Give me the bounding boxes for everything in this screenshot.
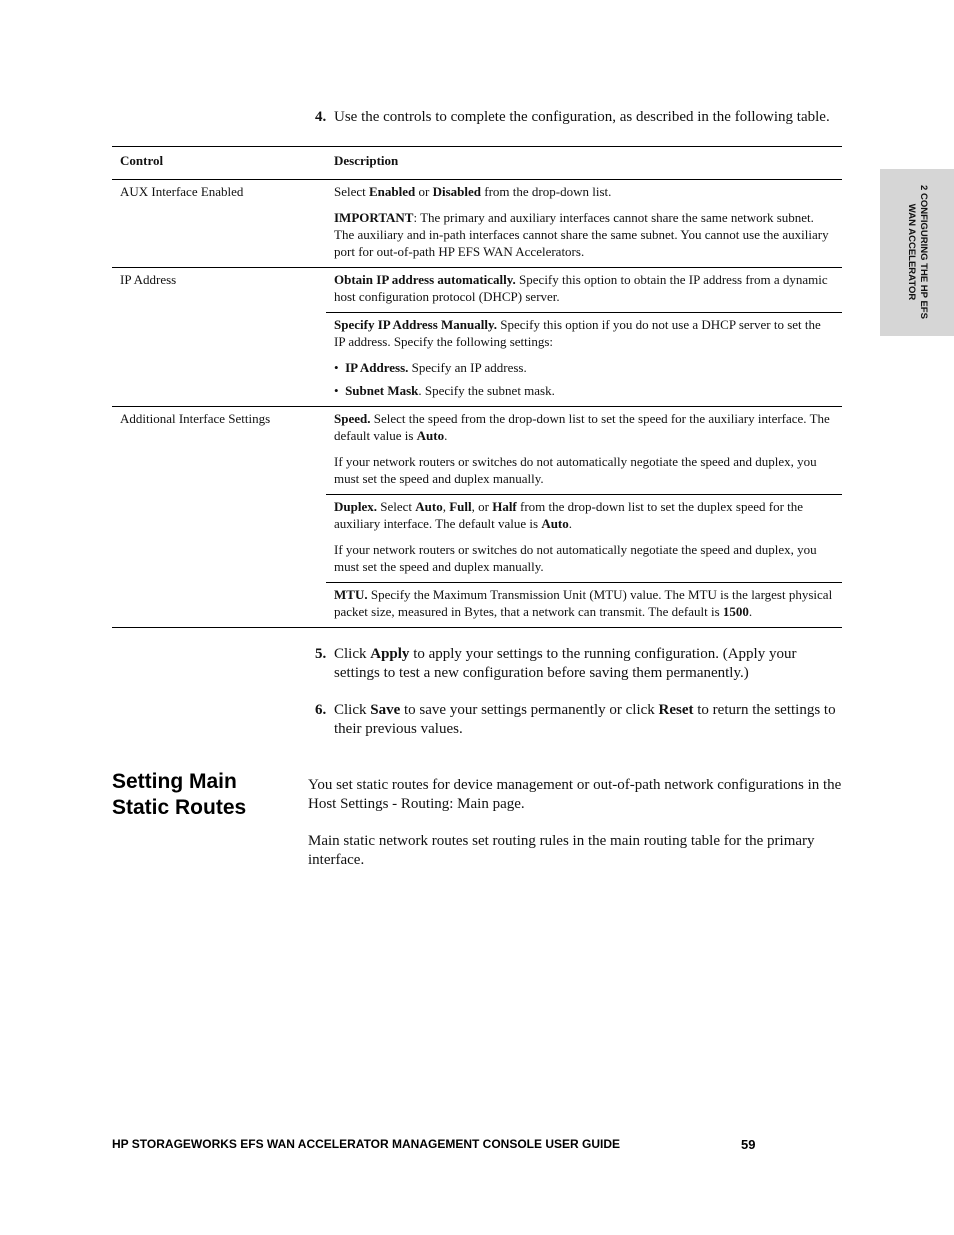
chapter-tab [880,169,954,336]
row-control-aux: AUX Interface Enabled [120,184,244,199]
desc-speed: Speed. Select the speed from the drop-down list to set the speed for the auxiliary interface. The default value is Auto. [334,411,830,443]
desc-speed-note: If your network routers or switches do not automatically negotiate the speed and duplex, you must set the speed and duplex manually. [334,454,817,486]
table-top-rule [112,146,842,147]
table-bottom-rule [112,627,842,628]
desc-aux-important: IMPORTANT: The primary and auxiliary interfaces cannot share the same network subnet. The auxiliary and in-path interfaces cannot share the same subnet. You cannot use the auxiliary port for out-of-path HP EFS WAN Accelerators. [334,210,829,259]
step-text: Use the controls to complete the configuration, as described in the following table. [334,109,830,125]
header-description: Description [334,153,399,168]
row-rule [112,267,842,268]
desc-ip-auto: Obtain IP address automatically. Specify this option to obtain the IP address from a dynamic host configuration protocol (DHCP) server. [334,272,828,304]
step-text: Click Save to save your settings permanently or click Reset to return the settings to their previous values. [334,702,836,737]
chapter-tab-label: 2 CONFIGURING THE HP EFS WAN ACCELERATOR [906,185,929,319]
row-control-ip: IP Address [120,272,177,287]
step-text: Click Apply to apply your settings to the running configuration. (Apply your settings to test a new configuration before saving them permanently.) [334,646,797,681]
desc-ip-manual: Specify IP Address Manually. Specify this option if you do not use a DHCP server to set the IP address. Specify the following settings: [334,317,821,349]
section-paragraph-1: You set static routes for device management or out-of-path network configurations in the Host Settings - Routing: Main page. [308,777,842,812]
footer-title: HP STORAGEWORKS EFS WAN ACCELERATOR MANAGEMENT CONSOLE USER GUIDE [112,1137,621,1151]
bullet-subnet-mask: • Subnet Mask. Specify the subnet mask. [334,383,555,398]
step-number: 4. [315,109,327,125]
bullet-ip-address: • IP Address. Specify an IP address. [334,360,527,375]
sub-row-rule [326,582,842,583]
desc-aux-select: Select Enabled or Disabled from the drop-down list. [334,184,612,199]
desc-duplex-note: If your network routers or switches do not automatically negotiate the speed and duplex, you must set the speed and duplex manually. [334,542,817,574]
step-4 [315,108,845,127]
desc-duplex: Duplex. Select Auto, Full, or Half from the drop-down list to set the duplex speed for the auxiliary interface. The default value is Auto. [334,499,804,531]
row-rule [112,406,842,407]
row-control-additional: Additional Interface Settings [120,411,271,426]
desc-mtu: MTU. Specify the Maximum Transmission Unit (MTU) value. The MTU is the largest physical packet size, measured in Bytes, that a network can transmit. The default is 1500. [334,587,833,619]
header-control: Control [120,153,164,168]
table-header-rule [112,179,842,180]
sub-row-rule [326,494,842,495]
sub-row-rule [326,312,842,313]
page-number: 59 [741,1137,756,1152]
section-paragraph-2: Main static network routes set routing rules in the main routing table for the primary interface. [308,833,815,868]
step-number: 6. [315,702,327,718]
step-5 [315,645,845,683]
step-number: 5. [315,646,327,662]
section-heading: Setting Main Static Routes [112,770,247,819]
step-6 [315,701,845,739]
